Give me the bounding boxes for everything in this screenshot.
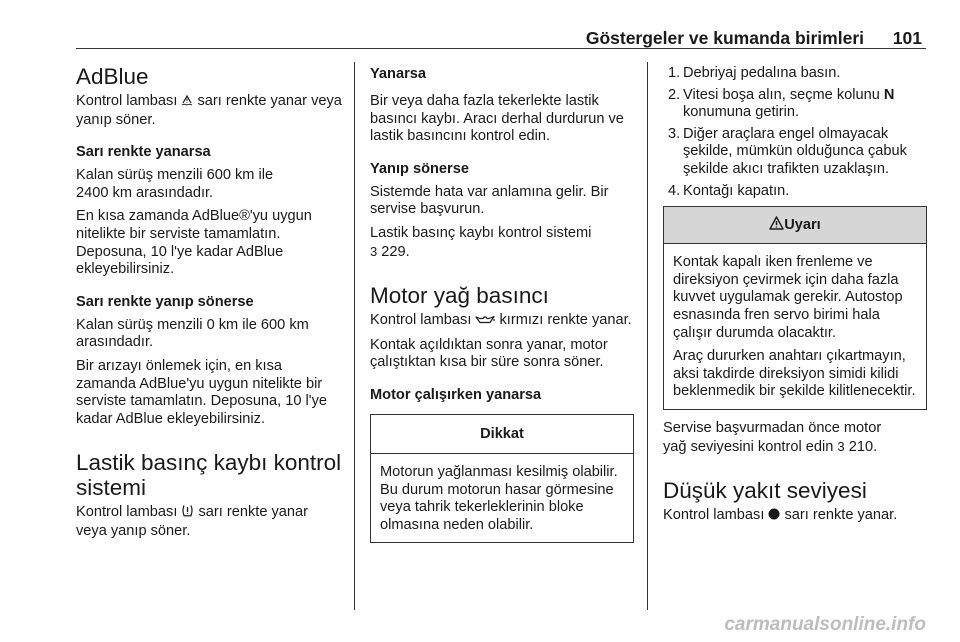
oil-pressure-heading: Motor yağ basıncı <box>370 283 549 309</box>
tyre-on-text: Bir veya daha fazla tekerlekte lastik basıncı kaybı. Aracı derhal durdurun ve lastik basıncını kontrol edin. <box>370 93 624 145</box>
low-fuel-heading: Düşük yakıt seviyesi <box>663 478 867 504</box>
warning-text-1: Kontak kapalı iken frenleme ve direksiyon çevirmek için daha fazla kuvvet uygulamak gerekir. Autostop esnasında fren servo birimi hala çalışır durumda olacaktır. <box>673 254 903 341</box>
adblue-warning-icon <box>181 93 193 112</box>
column-divider-left <box>354 62 355 610</box>
heading-yellow-on: Sarı renkte yanarsa <box>76 144 211 161</box>
service-text: Servise başvurmadan önce motor yağ seviyesini kontrol edin 3 210. <box>663 419 882 455</box>
fuel-intro: Kontrol lambası sarı renkte yanar. <box>663 507 927 526</box>
page-number: 101 <box>892 28 922 48</box>
tyre-reference: Lastik basınç kaybı kontrol sistemi 3 229. <box>370 224 592 260</box>
tyre-pressure-icon <box>181 504 194 523</box>
page-ref-arrow: 3 <box>837 438 845 454</box>
warning-title: Uyarı <box>784 217 821 234</box>
column-divider-right <box>647 62 648 610</box>
heading-running: Motor çalışırken yanarsa <box>370 386 542 403</box>
watermark: carmanualsonline.info <box>724 614 926 635</box>
tyre-intro: Kontrol lambası sarı renkte yanar veya yanıp söner. <box>76 504 309 539</box>
oil-intro: Kontrol lambası kırmızı renkte yanar. <box>370 312 634 331</box>
tyre-flash-text: Sistemde hata var anlamına gelir. Bir servise başvurun. <box>370 183 609 218</box>
steps-list <box>663 65 927 200</box>
oil-can-icon <box>475 313 495 331</box>
heading-on: Yanarsa <box>370 66 426 82</box>
page-ref-arrow: 3 <box>370 243 378 259</box>
adblue-heading: AdBlue <box>76 64 149 89</box>
column-3 <box>663 62 927 526</box>
page-header <box>76 28 926 50</box>
warning-title-bar <box>664 207 926 244</box>
heading-yellow-flash: Sarı renkte yanıp sönerse <box>76 293 254 310</box>
warning-triangle-icon <box>769 208 784 244</box>
heading-flash: Yanıp sönerse <box>370 160 469 177</box>
list-item: 3. Diğer araçlara engel olmayacak şekilde, mümkün olduğunca çabuk şekilde akıcı trafikten uzaklaşın. <box>668 125 907 177</box>
list-item: 4. Kontağı kapatın. <box>668 182 790 199</box>
refill-text: En kısa zamanda AdBlue®'yu uygun nitelikte bir serviste tamamlatın. Deposuna, 10 l'ye kadar AdBlue ekleyebilirsiniz. <box>76 208 312 278</box>
fuel-dot-icon <box>768 508 780 526</box>
header-title: Göstergeler ve kumanda birimleri <box>585 28 864 48</box>
range-600-text: Kalan sürüş menzili 600 km ile 2400 km arasındadır. <box>76 167 274 201</box>
list-item: 1. Debriyaj pedalına basın. <box>668 65 841 81</box>
warning-box <box>663 206 927 410</box>
warning-text-2: Araç dururken anahtarı çıkartmayın, aksi takdirde direksiyon simidi kilidi beklenmedik bir şekilde kilitlenecektir. <box>673 348 916 400</box>
column-2 <box>370 62 634 543</box>
caution-title: Dikkat <box>371 415 633 454</box>
list-item: 2. Vitesi boşa alın, seçme kolunu N konumuna getirin. <box>668 86 895 121</box>
warning-body <box>664 244 926 409</box>
adblue-intro: Kontrol lambası sarı renkte yanar veya yanıp söner. <box>76 93 342 128</box>
prevent-text: Bir arızayı önlemek için, en kısa zamanda AdBlue'yu uygun nitelikte bir serviste tamamlatın. Deposuna, 10 l'ye kadar AdBlue ekleyebilirsiniz. <box>76 357 328 427</box>
tyre-heading: Lastik basınç kaybı kontrol sistemi <box>76 450 342 501</box>
oil-start-text: Kontak açıldıktan sonra yanar, motor çalıştıktan kısa bir süre sonra söner. <box>370 336 608 371</box>
caution-box <box>370 414 634 543</box>
column-1 <box>76 62 342 541</box>
header-rule <box>76 48 926 49</box>
range-0-text: Kalan sürüş menzili 0 km ile 600 km arasındadır. <box>76 316 309 351</box>
caution-text: Motorun yağlanması kesilmiş olabilir. Bu durum motorun hasar görmesine veya tahrik tekerleklerinin bloke olmasına neden olabilir. <box>380 463 618 533</box>
